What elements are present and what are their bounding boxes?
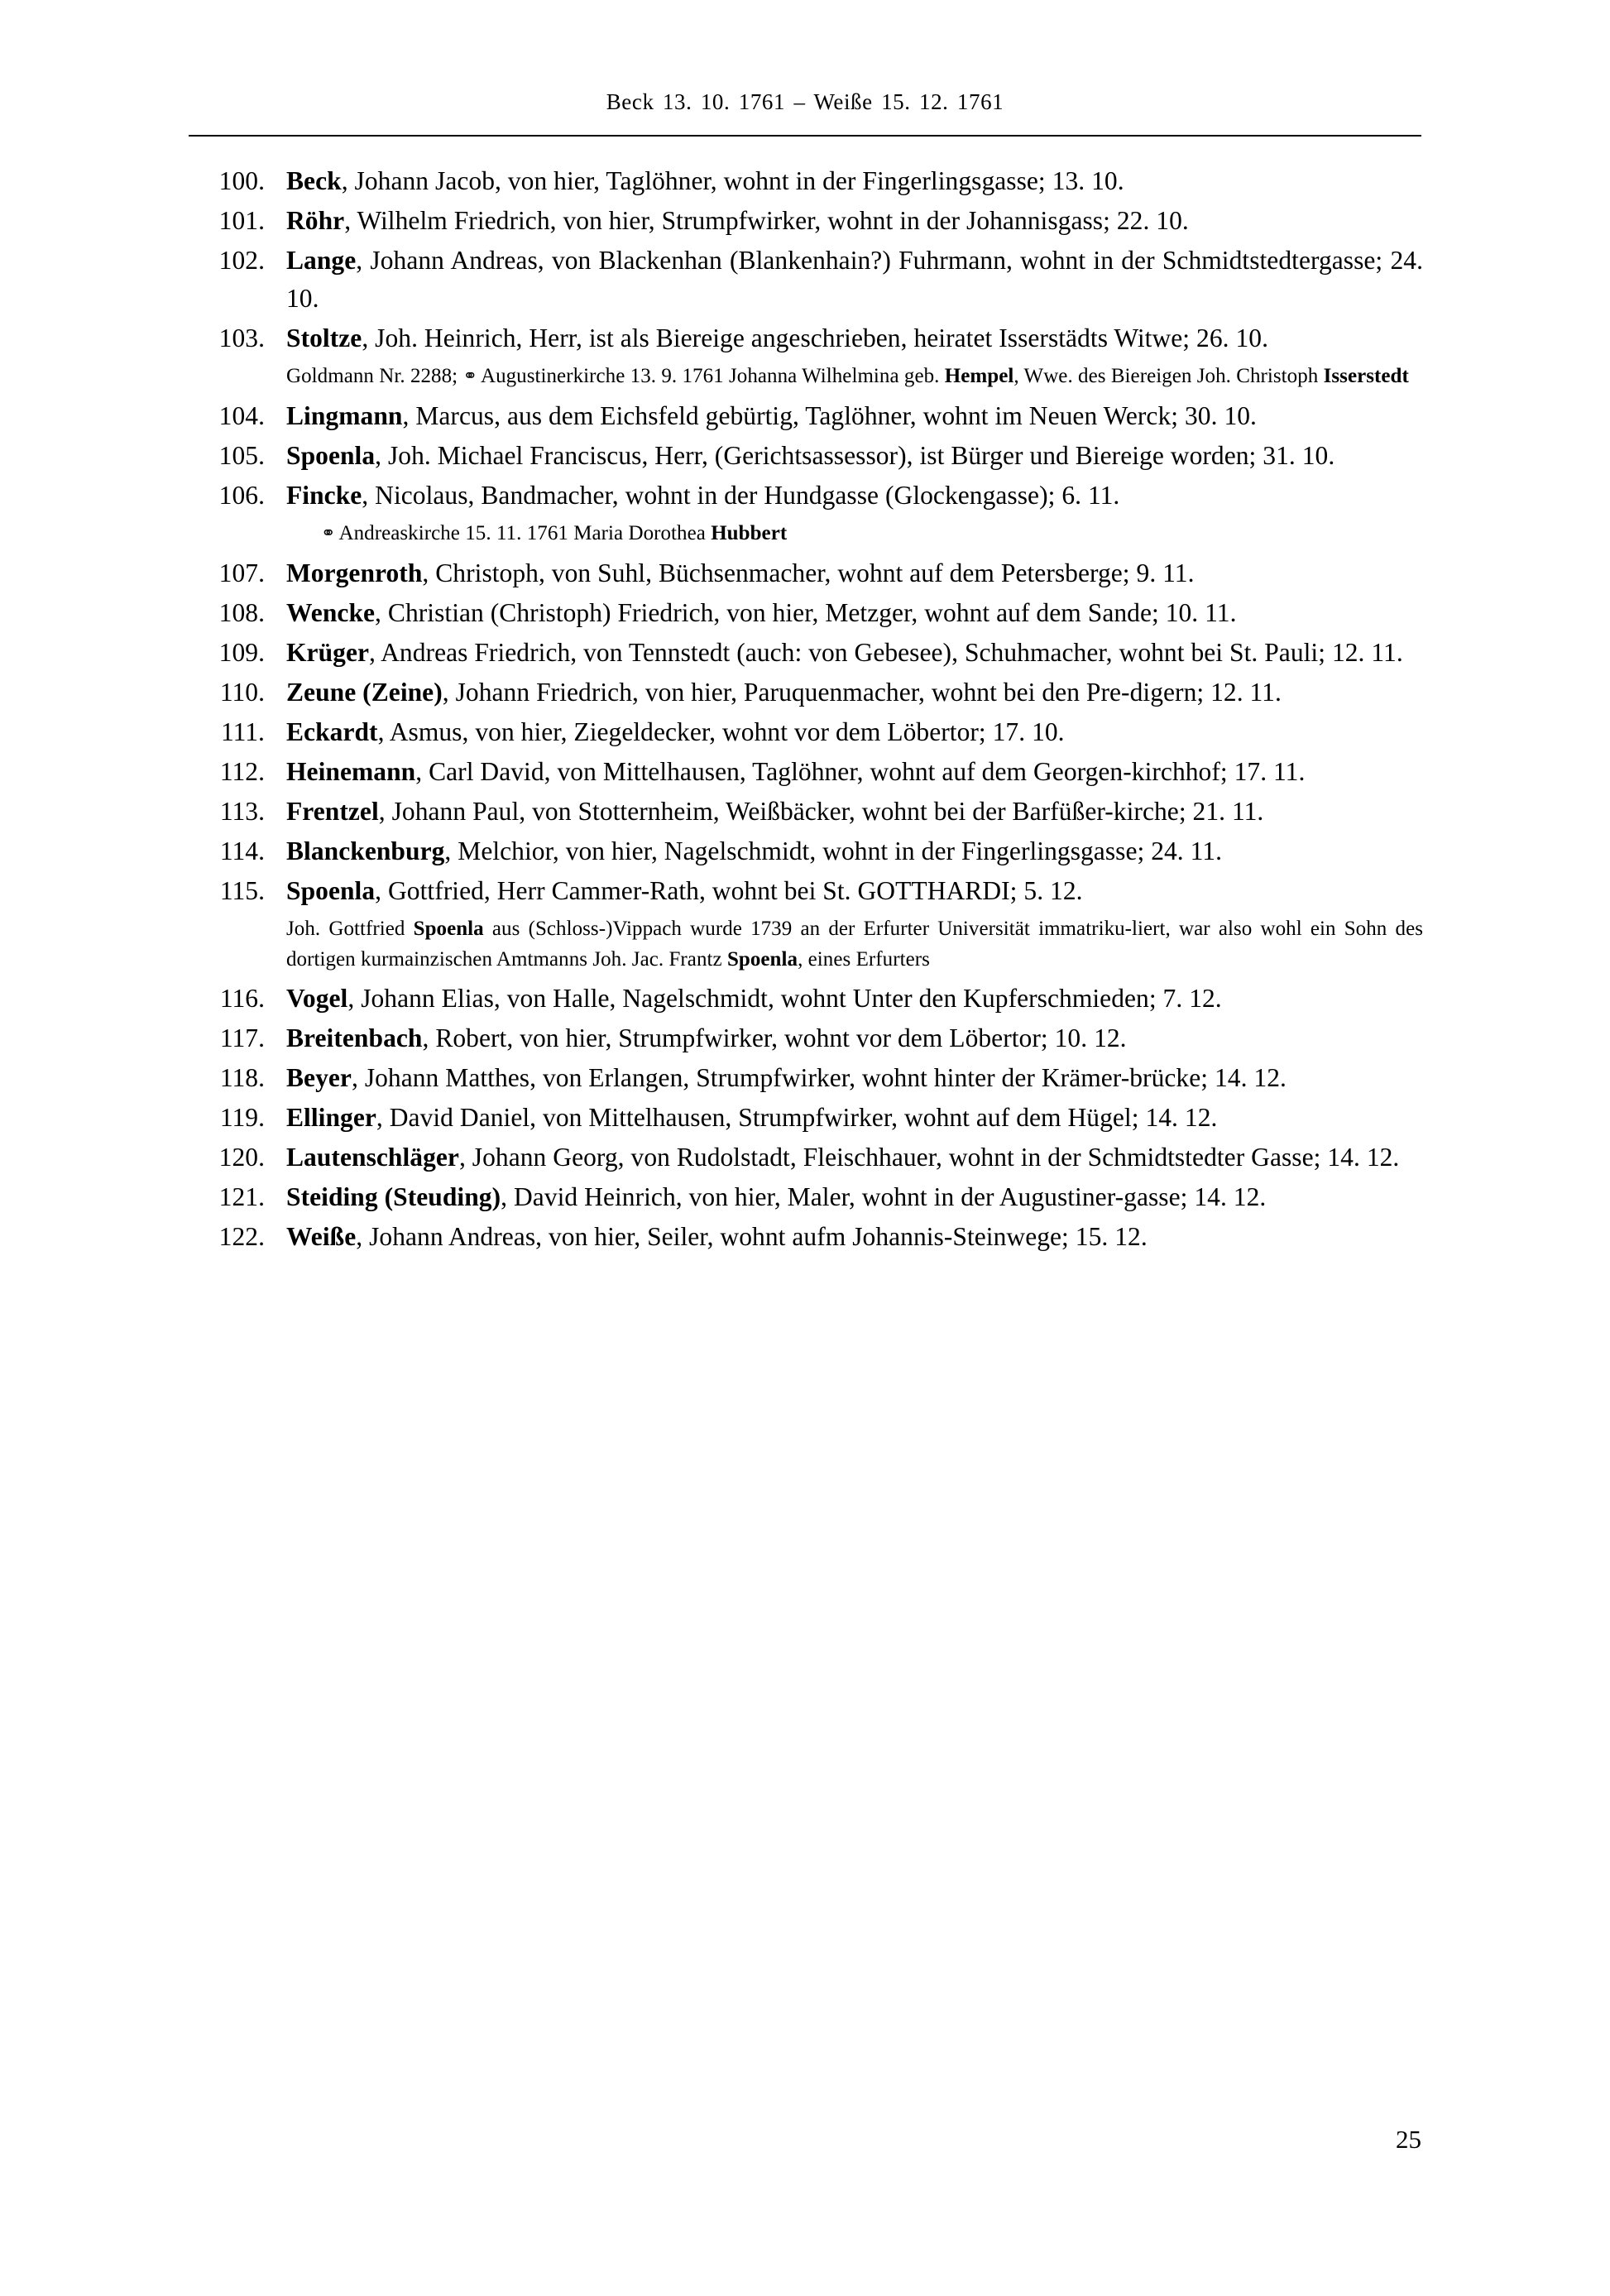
entry-text: , Joh. Heinrich, Herr, ist als Biereige angeschrieben, heiratet Isserstädts Witwe; 26. 10. <box>362 324 1269 352</box>
header-rule <box>189 135 1421 137</box>
note-middle: Augustinerkirche 13. 9. 1761 Johanna Wilhelmina geb. <box>477 365 945 387</box>
list-item <box>189 673 1423 712</box>
entry-number: 110. <box>219 678 265 707</box>
list-item <box>189 753 1423 791</box>
entry-surname: Lautenschläger <box>286 1143 459 1172</box>
entry-surname: Breitenbach <box>286 1023 423 1052</box>
note-suffix: , eines Erfurters <box>798 948 930 971</box>
entry-body <box>286 832 1423 870</box>
list-item <box>189 594 1423 632</box>
entry-body <box>286 1099 1423 1137</box>
entry-body <box>286 202 1423 240</box>
list-item <box>189 477 1423 515</box>
note-prefix: Goldmann Nr. 2288; <box>286 365 463 387</box>
list-item <box>189 437 1423 475</box>
entry-note <box>286 361 1423 392</box>
entry-surname: Krüger <box>286 638 370 667</box>
entry-text: , Gottfried, Herr Cammer-Rath, wohnt bei St. GOTTHARDI; 5. 12. <box>375 876 1083 905</box>
entry-surname: Zeune (Zeine) <box>286 678 443 707</box>
entry-text: , Andreas Friedrich, von Tennstedt (auch: von Gebesee), Schuhmacher, wohnt bei St. Pauli; 12. 11. <box>369 638 1403 667</box>
entry-number: 117. <box>219 1023 265 1052</box>
entry-text: , Johann Friedrich, von hier, Paruquenmacher, wohnt bei den Pre-digern; 12. 11. <box>442 678 1282 707</box>
list-item <box>189 202 1423 240</box>
entry-number: 113. <box>219 797 265 826</box>
entry-surname: Vogel <box>286 984 348 1013</box>
entry-number: 100. <box>218 166 265 195</box>
note-bold-name: Hubbert <box>711 522 788 544</box>
entry-body <box>286 980 1423 1018</box>
list-item <box>189 1138 1423 1177</box>
entry-body <box>286 753 1423 791</box>
entry-surname: Wencke <box>286 598 376 627</box>
entry-number: 122. <box>218 1222 265 1251</box>
entry-body <box>286 594 1423 632</box>
entry-body <box>286 437 1423 475</box>
entry-text: , Christian (Christoph) Friedrich, von hier, Metzger, wohnt auf dem Sande; 10. 11. <box>375 598 1237 627</box>
entry-body <box>286 872 1423 910</box>
entry-text: , Johann Georg, von Rudolstadt, Fleischhauer, wohnt in der Schmidtstedter Gasse; 14. 12. <box>458 1143 1400 1172</box>
note-middle: Andreaskirche 15. 11. 1761 Maria Dorothea <box>334 522 712 544</box>
list-item <box>189 1019 1423 1057</box>
entry-surname: Fincke <box>286 481 362 510</box>
note-prefix: Joh. Gottfried <box>286 918 414 940</box>
entry-list <box>189 162 1423 1258</box>
list-item <box>189 554 1423 592</box>
entry-number: 109. <box>218 638 265 667</box>
entry-text: , Wilhelm Friedrich, von hier, Strumpfwirker, wohnt in der Johannisgass; 22. 10. <box>344 206 1189 235</box>
entry-surname: Heinemann <box>286 757 416 786</box>
entry-text: , Johann Matthes, von Erlangen, Strumpfwirker, wohnt hinter der Krämer-brücke; 14. 12. <box>351 1063 1287 1092</box>
note-bold-name: Hempel <box>944 365 1014 387</box>
entry-text: , David Heinrich, von hier, Maler, wohnt in der Augustiner-gasse; 14. 12. <box>501 1182 1267 1211</box>
entry-text: , Johann Andreas, von hier, Seiler, wohnt aufm Johannis-Steinwege; 15. 12. <box>356 1222 1148 1251</box>
marriage-icon: ⚭ <box>321 523 335 543</box>
note-bold-name-2: Spoenla <box>726 948 798 971</box>
entry-body <box>286 319 1423 357</box>
entry-body <box>286 673 1423 712</box>
entry-surname: Lange <box>286 246 357 275</box>
list-item <box>189 1178 1423 1216</box>
entry-note <box>286 913 1423 975</box>
list-item <box>189 1218 1423 1256</box>
entry-number: 104. <box>218 401 265 430</box>
list-item <box>189 872 1423 910</box>
entry-number: 120. <box>218 1143 265 1172</box>
entry-text: , Nicolaus, Bandmacher, wohnt in der Hundgasse (Glockengasse); 6. 11. <box>362 481 1120 510</box>
entry-body <box>286 162 1423 200</box>
running-head: Beck 13. 10. 1761 – Weiße 15. 12. 1761 <box>606 89 1004 114</box>
entry-note <box>321 518 1423 549</box>
entry-surname: Blanckenburg <box>286 836 445 865</box>
list-item <box>189 713 1423 751</box>
list-item <box>189 832 1423 870</box>
note-bold-name: Spoenla <box>413 918 484 940</box>
entry-number: 112. <box>219 757 265 786</box>
entry-number: 103. <box>218 324 265 352</box>
entry-text: , Marcus, aus dem Eichsfeld gebürtig, Taglöhner, wohnt im Neuen Werck; 30. 10. <box>402 401 1257 430</box>
entry-number: 119. <box>219 1103 265 1132</box>
entry-body <box>286 477 1423 515</box>
entry-number: 106. <box>218 481 265 510</box>
entry-surname: Eckardt <box>286 717 378 746</box>
entry-text: , Johann Andreas, von Blackenhan (Blankenhain?) Fuhrmann, wohnt in der Schmidtstedtergasse; 24. 10. <box>286 246 1423 313</box>
list-item <box>189 1099 1423 1137</box>
entry-surname: Stoltze <box>286 324 362 352</box>
list-item <box>189 980 1423 1018</box>
entry-text: , Joh. Michael Franciscus, Herr, (Gerichtsassessor), ist Bürger und Biereige worden; 31. 10. <box>375 441 1335 470</box>
entry-body <box>286 1138 1423 1177</box>
entry-text: , Robert, von hier, Strumpfwirker, wohnt vor dem Löbertor; 10. 12. <box>422 1023 1127 1052</box>
entry-body <box>286 634 1423 672</box>
note-bold-name-2: Isserstedt <box>1323 365 1409 387</box>
entry-body <box>286 397 1423 435</box>
note-middle-2: , Wwe. des Biereigen Joh. Christoph <box>1013 365 1324 387</box>
entry-number: 108. <box>218 598 265 627</box>
entry-surname: Steiding (Steuding) <box>286 1182 501 1211</box>
entry-surname: Frentzel <box>286 797 379 826</box>
list-item <box>189 793 1423 831</box>
marriage-icon: ⚭ <box>462 366 477 386</box>
entry-number: 115. <box>219 876 265 905</box>
list-item <box>189 1059 1423 1097</box>
entry-surname: Ellinger <box>286 1103 376 1132</box>
page-number: 25 <box>1396 2125 1421 2154</box>
entry-body <box>286 713 1423 751</box>
entry-number: 118. <box>219 1063 265 1092</box>
entry-body <box>286 1178 1423 1216</box>
entry-number: 111. <box>221 717 265 746</box>
entry-surname: Beyer <box>286 1063 352 1092</box>
entry-body <box>286 1019 1423 1057</box>
entry-text: , Melchior, von hier, Nagelschmidt, wohnt in der Fingerlingsgasse; 24. 11. <box>444 836 1223 865</box>
list-item <box>189 242 1423 318</box>
note-middle: aus (Schloss-)Vippach wurde 1739 an der Erfurter Universität immatriku-liert, war also wohl ein Sohn des dortigen kurmainzischen Amtmanns Joh. Jac. Frantz <box>286 918 1423 971</box>
entry-text: , Johann Paul, von Stotternheim, Weißbäcker, wohnt bei der Barfüßer-kirche; 21. 11. <box>378 797 1264 826</box>
list-item <box>189 397 1423 435</box>
entry-number: 101. <box>218 206 265 235</box>
entry-surname: Röhr <box>286 206 345 235</box>
entry-text: , Johann Jacob, von hier, Taglöhner, wohnt in der Fingerlingsgasse; 13. 10. <box>341 166 1124 195</box>
entry-surname: Beck <box>286 166 342 195</box>
list-item <box>189 319 1423 357</box>
entry-number: 107. <box>218 558 265 587</box>
list-item <box>189 634 1423 672</box>
list-item <box>189 162 1423 200</box>
entry-text: , David Daniel, von Mittelhausen, Strumpfwirker, wohnt auf dem Hügel; 14. 12. <box>376 1103 1218 1132</box>
entry-surname: Morgenroth <box>286 558 423 587</box>
entry-body <box>286 1218 1423 1256</box>
entry-surname: Spoenla <box>286 441 376 470</box>
entry-text: , Asmus, von hier, Ziegeldecker, wohnt vor dem Löbertor; 17. 10. <box>377 717 1065 746</box>
entry-body <box>286 554 1423 592</box>
entry-body <box>286 793 1423 831</box>
entry-text: , Carl David, von Mittelhausen, Taglöhner, wohnt auf dem Georgen-kirchhof; 17. 11. <box>415 757 1306 786</box>
entry-body <box>286 1059 1423 1097</box>
entry-body <box>286 242 1423 318</box>
entry-number: 121. <box>218 1182 265 1211</box>
entry-surname: Weiße <box>286 1222 357 1251</box>
entry-text: , Johann Elias, von Halle, Nagelschmidt, wohnt Unter den Kupferschmieden; 7. 12. <box>347 984 1222 1013</box>
entry-text: , Christoph, von Suhl, Büchsenmacher, wohnt auf dem Petersberge; 9. 11. <box>422 558 1195 587</box>
entry-surname: Spoenla <box>286 876 376 905</box>
entry-surname: Lingmann <box>286 401 403 430</box>
entry-number: 114. <box>219 836 265 865</box>
entry-number: 116. <box>219 984 265 1013</box>
entry-number: 105. <box>218 441 265 470</box>
entry-number: 102. <box>218 246 265 275</box>
